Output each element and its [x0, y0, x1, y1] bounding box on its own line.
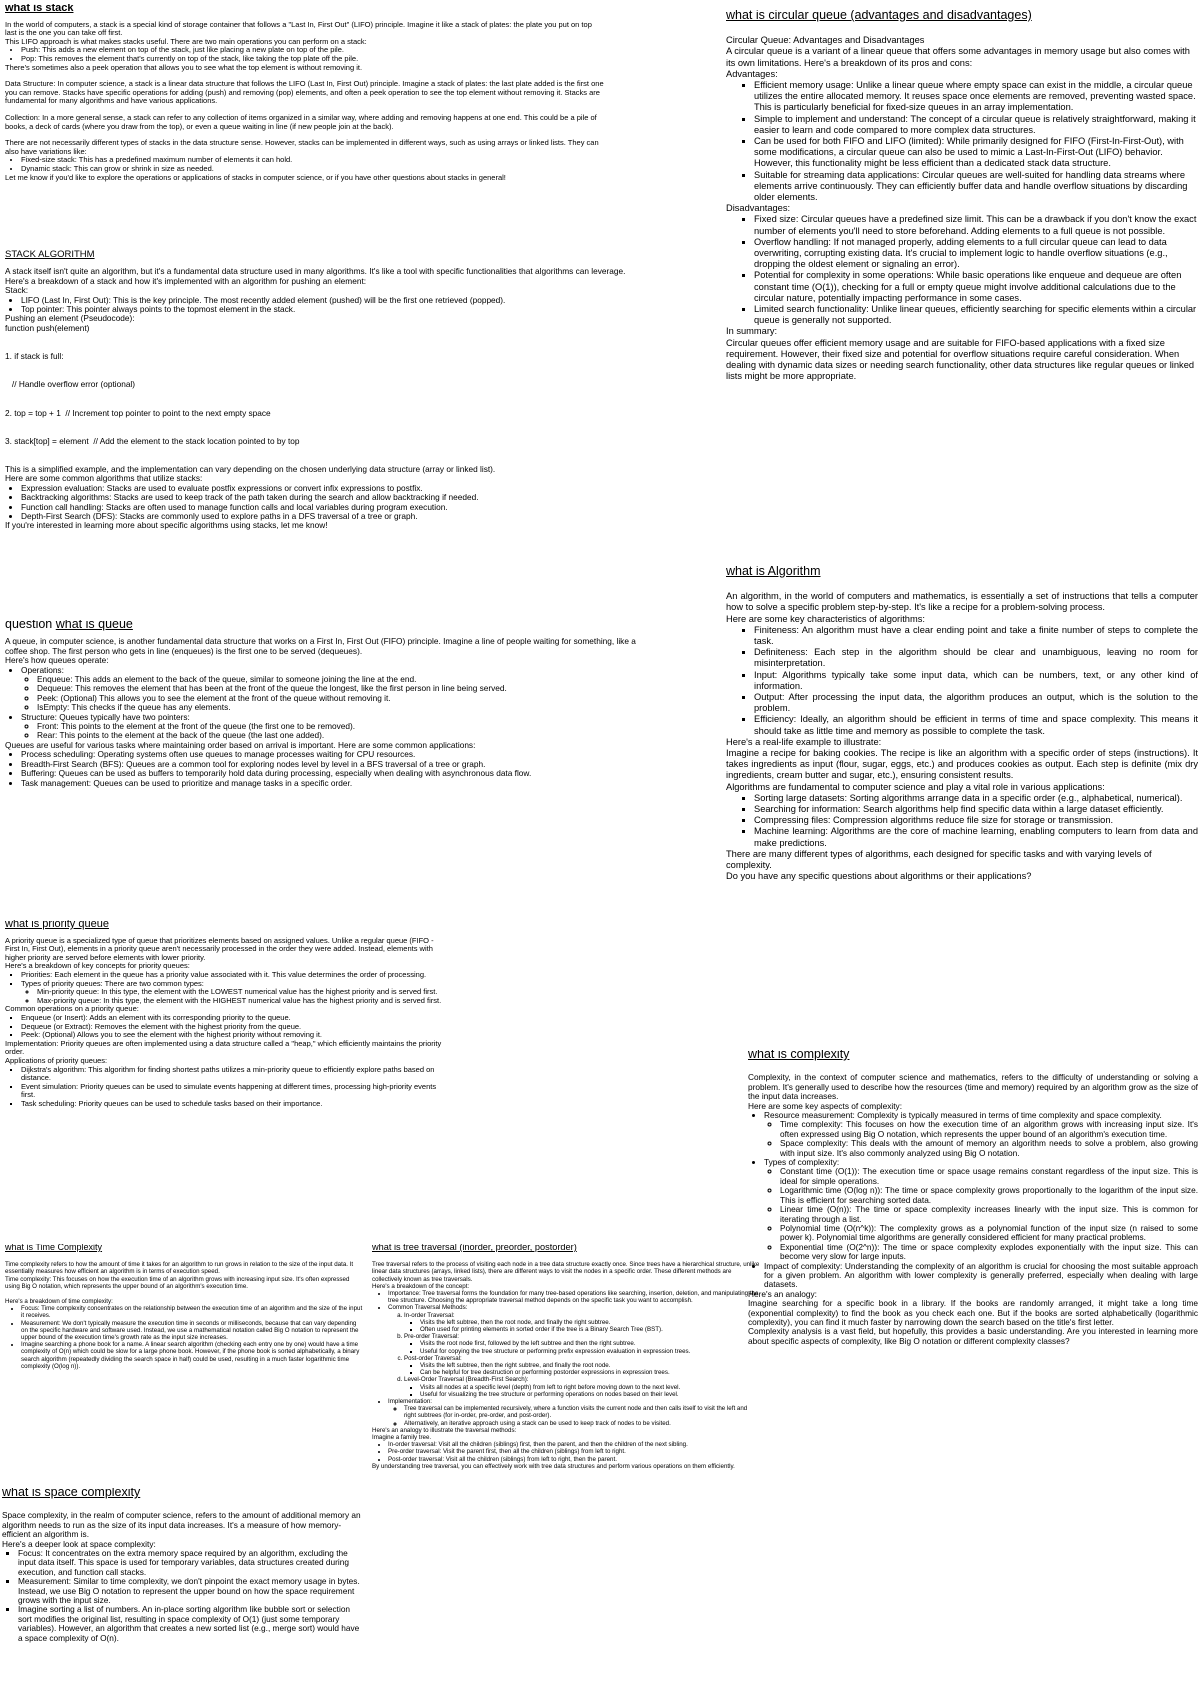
time-intro: Time complexity refers to how the amount of time it takes for an algorithm to run grows in relation to the size of the input data. It essentially measures how efficient an algorithm is in terms of execution speed.: [5, 1261, 354, 1276]
push-function-signature: function push(element): [5, 322, 90, 333]
tree-impl-label: Implementation:: [388, 1398, 433, 1406]
list-item: [388, 1398, 760, 1427]
push-pseudocode: [5, 333, 665, 465]
method-points: [404, 1340, 760, 1354]
algorithm-apps-list: [726, 793, 1198, 849]
tree-outline: [372, 1290, 760, 1427]
pq-ops-label: Common operations on a priority queue:: [5, 1004, 139, 1014]
stack-types-intro: There are not necessarily different types of stacks in the data structure sense. However, stacks can be implemented in different ways, such as using arrays or linked lists. They can also have variations like:: [5, 138, 599, 156]
queue-heading: [5, 620, 645, 629]
stack-principles-list: [5, 296, 665, 315]
list-item: ▪ Measurement: Similar to time complexity, we don't pinpoint the exact memory usage in bytes. Instead, we use Big O notation to represent the upper bound on how the space requirement grows with the input size.: [18, 1577, 362, 1605]
structure-label: Structure: Queues typically have two pointers:: [21, 711, 190, 722]
list-item: ▪ Event simulation: Priority queues can be used to simulate events happening at different times, processing high-priority events first.: [21, 1083, 445, 1100]
algorithm-apps-intro: Algorithms are fundamental to computer science and play a vital role in various applications:: [726, 781, 1105, 792]
list-item: ▪ Sorting large datasets: Sorting algorithms arrange data in a specific order (e.g., alphabetical, numerical).: [754, 793, 1198, 804]
tree-breakdown: Here's a breakdown of the concept:: [372, 1282, 470, 1290]
list-item: ▪ Visits the left subtree, then the right subtree, and finally the root node.: [420, 1362, 760, 1369]
list-item: ▪ Input: Algorithms typically take some input data, which can be numbers, text, or any other kind of information.: [754, 670, 1198, 692]
circular-queue-section: [726, 10, 1198, 556]
method-name: Post-order Traversal:: [404, 1354, 462, 1362]
list-item: ◦ IsEmpty: This checks if the queue has any elements.: [37, 703, 645, 712]
list-item: ▪ Overflow handling: If not managed properly, adding elements to a full circular queue can lead to data overwriting, corrupting existing data. It's crucial to implement logic to handle overflow situations (e.g., dropping the oldest element or signaling an error).: [754, 237, 1198, 271]
list-item: [404, 1376, 760, 1398]
list-item: ◦ Rear: This points to the element at the back of the queue (the last one added).: [37, 731, 645, 740]
list-item: ◦ Max-priority queue: In this type, the element with the HIGHEST numerical value has the highest priority and is served first.: [37, 997, 445, 1006]
algorithm-section: [726, 566, 1198, 1040]
stack-outro: Let me know if you'd like to explore the operations or applications of stacks in computer science, or if you have other questions about stacks in general!: [5, 172, 506, 182]
method-name: Pre-order Traversal:: [404, 1333, 460, 1341]
stack-algo-note: This is a simplified example, and the implementation can vary depending on the chosen underlying data structure (array or linked list).: [5, 463, 496, 474]
list-item: ▪ Fixed size: Circular queues have a predefined size limit. This can be a drawback if you don't know the exact number of elements you'll need to store beforehand. Adding elements to a full queue is not possible.: [754, 214, 1198, 236]
list-item: ▪ Compressing files: Compression algorithms reduce file size for storage or transmission.: [754, 815, 1198, 826]
queue-operate: Here's how queues operate:: [5, 655, 109, 666]
list-item: ▪ Task scheduling: Priority queues can be used to schedule tasks based on their importance.: [21, 1100, 445, 1109]
list-item: ▪ Limited search functionality: Unlike linear queues, efficiently searching for specific elements within a circular queue is generally not supported.: [754, 304, 1198, 326]
list-item: ◦ Dequeue: This removes the element that has been at the front of the queue the longest, like the first person in line being served.: [37, 684, 645, 693]
list-item: • Imagine searching a phone book for a name. A linear search algorithm (checking each entry one by one) would have a time complexity of O(n) which could be slow for a large phone book. However, if the phone book is sorted alphabetically, a binary search algorithm (repeatedly dividing the search space in half) could be used, resulting in a much faster logarithmic time complexity (O(log n)).: [21, 1341, 363, 1370]
list-item: ▪ Focus: It concentrates on the extra memory space required by an algorithm, excluding the input data itself. This space is used for temporary variables, data structures created during execution, and function call stacks.: [18, 1549, 362, 1577]
pq-types-label: Types of priority queues: There are two common types:: [21, 978, 204, 988]
disadvantages-label: Disadvantages:: [726, 203, 791, 214]
code-line: 1. if stack is full:: [5, 351, 64, 362]
method-points: [404, 1384, 760, 1398]
list-item: ◦ Time complexity: This focuses on how the execution time of an algorithm grows with increasing input size. It's often expressed using Big O notation, which represents the upper bound of an algorithm's execution time.: [780, 1120, 1198, 1139]
list-item: • Impact of complexity: Understanding the complexity of an algorithm is crucial for choosing the most suitable approach for a given problem. An algorithm with lower complexity is generally preferred, especially when dealing with large datasets.: [764, 1262, 1198, 1290]
tree-outro: By understanding tree traversal, you can effectively work with tree data structures and perform various operations on them efficiently.: [372, 1462, 735, 1470]
queue-outline: [5, 666, 645, 741]
list-item: ▪ Visits the root node first, followed by the left subtree and then the right subtree.: [420, 1340, 760, 1347]
list-item: ▪ Efficient memory usage: Unlike a linear queue where empty space can exist in the middle, a circular queue utilizes the entire allocated memory. It reuses space once elements are removed, preventing wasted space. This is particularly beneficial for fixed-size queues in an array implementation.: [754, 80, 1198, 114]
stack-types-list: [5, 156, 605, 173]
list-item: ▪ Finiteness: An algorithm must have a clear ending point and take a finite number of steps to complete the task.: [754, 625, 1198, 647]
complexity-types-label: Types of complexity:: [764, 1157, 840, 1168]
list-item: ◦ Linear time (O(n)): The time or space complexity increases linearly with the input size. This is common for iterating through a list.: [780, 1205, 1198, 1224]
pq-ops-list: [5, 1014, 445, 1040]
push-pseudocode-label: Pushing an element (Pseudocode):: [5, 313, 135, 324]
list-item: [388, 1304, 760, 1398]
complexity-aspects: [748, 1111, 1198, 1290]
pq-apps-list: [5, 1066, 445, 1109]
list-item: ◦ Alternatively, an iterative approach using a stack can be used to keep track of nodes to be visited.: [404, 1420, 760, 1427]
list-item: • Depth-First Search (DFS): Stacks are commonly used to explore paths in a DFS traversal of a tree or graph.: [21, 512, 665, 521]
advantages-label: Advantages:: [726, 68, 778, 79]
time-complexity-heading: what is Time Complexity: [5, 1244, 103, 1252]
list-item: ▪ Visits all nodes at a specific level (depth) from left to right before moving down to the next level.: [420, 1384, 760, 1391]
list-item: • Focus: Time complexity concentrates on the relationship between the execution time of an algorithm and the size of the input it receives.: [21, 1305, 363, 1319]
pq-types-list: [21, 988, 445, 1005]
method-points: [404, 1362, 760, 1376]
list-item: • Pre-order traversal: Visit the parent first, then all the children (siblings) from left to right.: [388, 1448, 760, 1455]
time-items: [5, 1305, 363, 1370]
list-item: ▪ Suitable for streaming data applications: Circular queues are well-suited for handling data streams where elements arrive continuously. They can efficiently buffer data and handle overflow situations by discarding older elements.: [754, 170, 1198, 204]
complexity-analogy-label: Here's an analogy:: [748, 1288, 817, 1299]
list-item: ▪ Useful for copying the tree structure or performing prefix expression evaluation in expression trees.: [420, 1348, 760, 1355]
stack-algo-outro: If you're interested in learning more about specific algorithms using stacks, let me know!: [5, 520, 328, 531]
code-line: 3. stack[top] = element // Add the element to the stack location pointed to by top: [5, 435, 300, 446]
stack-peek: There's sometimes also a peek operation that allows you to see what the top element is without removing it.: [5, 62, 363, 72]
stack-algorithm-section: [5, 250, 665, 600]
code-line: // Handle overflow error (optional): [5, 379, 136, 390]
list-item: • Process scheduling: Operating systems often use queues to manage processes waiting for CPU resources.: [21, 750, 645, 759]
list-item: • In-order traversal: Visit all the children (siblings) first, then the parent, and then the children of the next sibling.: [388, 1441, 760, 1448]
stack-ops-list: [5, 46, 605, 63]
list-item: ▪ Potential for complexity in some operations: While basic operations like enqueue and dequeue are often constant time (O(1)), checking for a full or empty queue might involve additional calculations due to the circular nature, potentially impacting performance in some cases.: [754, 270, 1198, 304]
complexity-intro: Complexity, in the context of computer science and mathematics, refers to the difficulty of understanding or solving a problem. It's generally used to describe how the resources (time and memory) required by an algorithm grow as the size of the input data increases.: [748, 1072, 1198, 1102]
pq-intro: A priority queue is a specialized type of queue that prioritizes elements based on assigned values. Unlike a regular queue (FIFO - First In, First Out), elements in a priority queue aren't necessarily processed in the order they were added. Instead, elements with higher priority are served before elements with lower priority.: [5, 935, 434, 962]
time-complexity-section: [5, 1244, 363, 1472]
algorithm-intro: An algorithm, in the world of computers and mathematics, is essentially a set of instructions that tells a computer how to solve a specific problem step-by-step. It's like a recipe for a problem-solving process.: [726, 591, 1198, 613]
method-name: Level-Order Traversal (Breadth-First Search):: [404, 1376, 529, 1384]
circular-title: Circular Queue: Advantages and Disadvantages: [726, 35, 925, 46]
list-item: • Push: This adds a new element on top of the stack, just like placing a new plate on top of the pile.: [21, 46, 605, 55]
list-item: ▪ Searching for information: Search algorithms help find specific data within a large dataset efficiently.: [754, 804, 1198, 815]
list-item: ▪ Enqueue (or Insert): Adds an element with its corresponding priority to the queue.: [21, 1014, 445, 1023]
stack-algo-breakdown: Here's a breakdown of a stack and how it's implemented with an algorithm for pushing an element:: [5, 275, 367, 286]
queue-heading-link: what is queue: [55, 620, 133, 631]
space-complexity-section: [2, 1488, 362, 1696]
list-item: • Breadth-First Search (BFS): Queues are a common tool for exploring nodes level by level in a BFS traversal of a tree or graph.: [21, 760, 645, 769]
list-item: ▪ Can be helpful for tree destruction or performing postorder expressions in expression trees.: [420, 1369, 760, 1376]
method-name: In-order Traversal:: [404, 1311, 455, 1319]
list-item: ▪ Machine learning: Algorithms are the core of machine learning, enabling computers to learn from data and make predictions.: [754, 826, 1198, 848]
algorithm-types: There are many different types of algorithms, each designed for specific tasks and with varying levels of complexity.: [726, 848, 1152, 871]
queue-section: [5, 620, 645, 902]
tree-methods-label: Common Traversal Methods:: [388, 1304, 468, 1312]
list-item: • Measurement: We don't typically measure the execution time in seconds or milliseconds, because that can vary depending on the specific hardware and software used. Instead, we use a mathematical notation called Big O notation to represent the upper bound of the execution time's growth rate as the input size increases.: [21, 1320, 363, 1342]
list-item: ◦ Min-priority queue: In this type, the element with the LOWEST numerical value has the highest priority and is served first.: [37, 988, 445, 997]
list-item: ◦ Logarithmic time (O(log n)): The time or space complexity grows proportionally to the logarithm of the input size. This is efficient for searching sorted data.: [780, 1186, 1198, 1205]
summary-label: In summary:: [726, 326, 778, 337]
list-item: [404, 1333, 760, 1355]
algorithm-outro: Do you have any specific questions about algorithms or their applications?: [726, 871, 1032, 882]
time-definition: Time complexity: This focuses on how the execution time of an algorithm grows with increasing input size. It's often expressed using Big O notation, which represents the upper bound of an algorithm's execution time.: [5, 1275, 350, 1290]
advantages-list: [726, 80, 1198, 203]
code-line: 2. top = top + 1 // Increment top pointer to point to the next empty space: [5, 407, 271, 418]
list-item: ▪ Efficiency: Ideally, an algorithm should be efficient in terms of time and space complexity. This means it should take as little time and memory as possible to complete the task.: [754, 714, 1198, 736]
list-item: • Expression evaluation: Stacks are used to evaluate postfix expressions or convert infix expressions to postfix.: [21, 484, 665, 493]
circular-summary: Circular queues offer efficient memory usage and are suitable for FIFO-based applications with a fixed size requirement. However, their fixed size and potential for overflow situations require careful consideration. When dealing with dynamic data sizes or needing search functionality, other data structures like regular queues or linked lists might be more appropriate.: [726, 337, 1195, 382]
tree-traversal-section: [372, 1244, 760, 1698]
queue-apps-intro: Queues are useful for various tasks where maintaining order based on arrival is important. Here are some common applications:: [5, 739, 476, 750]
list-item: ▪ Can be used for both FIFO and LIFO (limited): While primarily designed for FIFO (First-In-First-Out), with some modifications, a circular queue can also be used to mimic a Last-In-First-Out (LIFO) behavior. However, this functionality might be less efficient than a dedicated stack data structure.: [754, 136, 1198, 170]
list-item: ▪ Visits the left subtree, then the root node, and finally the right subtree.: [420, 1319, 760, 1326]
list-item: ▪ Imagine sorting a list of numbers. An in-place sorting algorithm like bubble sort or selection sort modifies the original list, resulting in space complexity of O(1) (just some temporary variables). However, an algorithm that creates a new sorted list (e.g., merge sort) would have a space complexity of O(n).: [18, 1605, 362, 1643]
list-item: • Pop: This removes the element that's currently on top of the stack, like taking the top plate off the pile.: [21, 55, 605, 64]
list-item: • Post-order traversal: Visit all the children (siblings) from left to right, then the parent.: [388, 1456, 760, 1463]
algorithm-chars-list: [726, 625, 1198, 737]
algorithm-example: Imagine a recipe for baking cookies. The recipe is like an algorithm with a specific order of steps (instructions). It takes ingredients as input (flour, sugar, eggs, etc.) and produces cookies as output. Each step is definite (mix dry ingredients, cream butter and sugar, etc.), ensuring consistent results.: [726, 748, 1198, 781]
pq-concepts: [5, 971, 445, 1005]
disadvantages-list: [726, 214, 1198, 326]
list-item: ▪ Simple to implement and understand: The concept of a circular queue is relatively straightforward, making it easier to learn and code compared to more complex data structures.: [754, 114, 1198, 136]
list-item: [764, 1111, 1198, 1158]
list-item: ◦ Tree traversal can be implemented recursively, where a function visits the current node and then calls itself to visit the left and right subtrees (for in-order, pre-order, and post-order).: [404, 1405, 760, 1419]
pq-implementation: Implementation: Priority queues are often implemented using a data structure called a "heap," which efficiently maintains the priority order.: [5, 1038, 442, 1057]
tree-family: Imagine a family tree.: [372, 1434, 432, 1442]
list-item: ▪ Output: After processing the input data, the algorithm produces an output, which is the solution to the problem.: [754, 692, 1198, 714]
space-items: [2, 1549, 362, 1643]
stack-algorithm-heading: STACK ALGORITHM: [5, 250, 95, 260]
list-item: [21, 713, 645, 741]
space-deeper: Here's a deeper look at space complexity:: [2, 1538, 156, 1549]
stack-collection: Collection: In a more general sense, a stack can refer to any collection of items organized in a similar way, where adding and removing happens at one end. This could be a pile of books, a deck of cards (where you draw from the top), or even a queue waiting in line (if new people join at the back).: [5, 112, 597, 131]
list-item: ▪ Priorities: Each element in the queue has a priority value associated with it. This value determines the order of processing.: [21, 971, 445, 980]
tree-analogy-list: [372, 1441, 760, 1463]
list-item: [21, 980, 445, 1006]
list-item: ▪ Dijkstra's algorithm: This algorithm for finding shortest paths utilizes a min-priority queue to efficiently explore paths based on distance.: [21, 1066, 445, 1083]
priority-queue-heading: what is priority queue: [5, 920, 109, 930]
list-item: ◦ Exponential time (O(2^n)): The time or space complexity explodes exponentially with the input size. This can become very slow for large inputs.: [780, 1243, 1198, 1262]
list-item: • Backtracking algorithms: Stacks are used to keep track of the path taken during the search and allow backtracking if needed.: [21, 493, 665, 502]
list-item: • Function call handling: Stacks are often used to manage function calls and local variables during program execution.: [21, 503, 665, 512]
list-item: • Importance: Tree traversal forms the foundation for many tree-based operations like searching, insertion, deletion, and manipulating the tree structure. Choosing the appropriate traversal method depends on the specific task you want to accomplish.: [388, 1290, 760, 1304]
list-item: ◦ Space complexity: This deals with the amount of memory an algorithm needs to solve a problem, also growing with input size. It's also commonly analyzed using Big O notation.: [780, 1139, 1198, 1158]
list-item: ◦ Polynomial time (O(n^k)): The complexity grows as a polynomial function of the input size (n raised to some power k). Polynomial time algorithms are generally considered efficient for many practical problems.: [780, 1224, 1198, 1243]
stack-algo-intro: A stack itself isn't quite an algorithm, but it's a fundamental data structure used in many algorithms. It's like a tool with specific functionalities that algorithms can leverage.: [5, 266, 626, 277]
stack-algo-common: Here are some common algorithms that utilize stacks:: [5, 473, 203, 484]
space-intro: Space complexity, in the realm of computer science, refers to the amount of additional memory an algorithm needs to run as the size of its input data increases. It's a measure of how memory-efficient an algorithm is.: [2, 1510, 361, 1540]
queue-intro: A queue, in computer science, is another fundamental data structure that works on a First In, First Out (FIFO) principle. Imagine a line of people waiting for something, like a coffee shop. The first person who gets in line (enqueues) is the first one to be served (dequeues).: [5, 636, 636, 656]
list-item: ▪ Useful for visualizing the tree structure or performing operations on nodes based on their level.: [420, 1391, 760, 1398]
tree-analogy-intro: Here's an analogy to illustrate the traversal methods:: [372, 1426, 517, 1434]
question-prefix: question: [5, 620, 56, 631]
pq-breakdown: Here's a breakdown of key concepts for priority queues:: [5, 961, 190, 971]
stack-section: [5, 4, 605, 236]
list-item: ▪ Dequeue (or Extract): Removes the element with the highest priority from the queue.: [21, 1023, 445, 1032]
space-complexity-heading: what is space complexity: [2, 1488, 141, 1499]
list-item: ▪ Definiteness: Each step in the algorithm should be clear and unambiguous, leaving no room for misinterpretation.: [754, 647, 1198, 669]
pq-apps-label: Applications of priority queues:: [5, 1055, 108, 1065]
list-item: ◦ Constant time (O(1)): The execution time or space usage remains constant regardless of the input size. This is ideal for simple operations.: [780, 1167, 1198, 1186]
list-item: • LIFO (Last In, First Out): This is the key principle. The most recently added element (pushed) will be the first one retrieved (popped).: [21, 296, 665, 305]
stack-lifo: This LIFO approach is what makes stacks useful. There are two main operations you can perform on a stack:: [5, 36, 367, 46]
circular-queue-heading: what is circular queue (advantages and disadvantages): [726, 10, 1032, 22]
list-item: [404, 1355, 760, 1377]
complexity-analogy: Imagine searching for a specific book in a library. If the books are randomly arranged, it might take a long time (exponential complexity) to find the book as you check each one. But if the books are sorted alphabetically (logarithmic complexity), you can find it much faster by narrowing down the search based on the title's first letter.: [748, 1298, 1198, 1327]
time-breakdown: Here's a breakdown of time complexity:: [5, 1298, 113, 1306]
list-item: • Buffering: Queues can be used as buffers to temporarily hold data during processing, especially when dealing with asynchronous data flow.: [21, 769, 645, 778]
list-item: [404, 1312, 760, 1334]
queue-apps-list: [5, 750, 645, 788]
stack-intro: In the world of computers, a stack is a special kind of storage container that follows a "Last In, First Out" (LIFO) principle. Imagine it like a stack of plates: the plate you put on top last is the one you can take off first.: [5, 19, 592, 38]
list-item: • Fixed-size stack: This has a predefined maximum number of elements it can hold.: [21, 156, 605, 165]
tree-traversal-heading: what is tree traversal (inorder, preorder, postorder): [372, 1244, 577, 1252]
queue-ops-list: [21, 675, 645, 713]
tree-methods-list: [388, 1312, 760, 1398]
list-item: ▪ Peek: (Optional) Allows you to see the element with the highest priority without removing it.: [21, 1031, 445, 1040]
complexity-aspects-label: Here are some key aspects of complexity:: [748, 1100, 903, 1111]
stack-label: Stack:: [5, 285, 29, 296]
stack-algos-list: [5, 484, 665, 522]
tree-intro: Tree traversal refers to the process of visiting each node in a tree data structure exactly once. Since trees have a hierarchical structure, unlike linear data structures (arrays, linked lists), there are different ways to visit the nodes in a specific order. These different methods are collectively known as tree traversals.: [372, 1261, 760, 1283]
resource-measurement: Resource measurement: Complexity is typically measured in terms of time complexity and space complexity.: [764, 1110, 1162, 1121]
list-item: ◦ Front: This points to the element at the front of the queue (the first one to be removed).: [37, 722, 645, 731]
method-points: [404, 1319, 760, 1333]
complexity-outro: Complexity analysis is a vast field, but hopefully, this provides a basic understanding. Are you interested in learning more about specific aspects of complexity, like Big O notation or different complexity classes?: [748, 1326, 1198, 1346]
resource-sub-list: [764, 1120, 1198, 1158]
priority-queue-section: [5, 920, 445, 1250]
complexity-heading: what is complexity: [748, 1050, 850, 1061]
queue-struct-list: [21, 722, 645, 741]
list-item: [21, 666, 645, 713]
list-item: ◦ Enqueue: This adds an element to the back of the queue, similar to someone joining the line at the end.: [37, 675, 645, 684]
algorithm-heading: what is Algorithm: [726, 566, 821, 578]
stack-heading: what is stack: [5, 4, 74, 14]
tree-impl-list: [388, 1405, 760, 1427]
list-item: ▪ Often used for printing elements in sorted order if the tree is a Binary Search Tree (BST).: [420, 1326, 760, 1333]
operations-label: Operations:: [21, 664, 64, 675]
complexity-section: [748, 1050, 1198, 1470]
algorithm-example-label: Here's a real-life example to illustrate:: [726, 736, 882, 747]
complexity-types-list: [764, 1167, 1198, 1261]
circular-intro: A circular queue is a variant of a linear queue that offers some advantages in memory usage but also comes with its own limitations. Here's a breakdown of its pros and cons:: [726, 46, 1190, 68]
list-item: • Task management: Queues can be used to prioritize and manage tasks in a specific order.: [21, 779, 645, 788]
list-item: • Dynamic stack: This can grow or shrink in size as needed.: [21, 165, 605, 174]
list-item: [764, 1158, 1198, 1261]
list-item: ◦ Peek: (Optional) This allows you to see the element at the front of the queue without removing it.: [37, 694, 645, 703]
list-item: • Top pointer: This pointer always points to the topmost element in the stack.: [21, 305, 665, 314]
algorithm-chars-label: Here are some key characteristics of algorithms:: [726, 613, 925, 624]
stack-data-structure: Data Structure: In computer science, a stack is a linear data structure that follows the LIFO (Last In, First Out) principle. Imagine a stack of plates: the last plate added is the first one you can remove. Stacks have specific operations for adding (push) and removing (pop) elements, and often a peek operation to see the top element without removing it. Stacks are fundamental for many algorithms and have various applications.: [5, 79, 604, 106]
